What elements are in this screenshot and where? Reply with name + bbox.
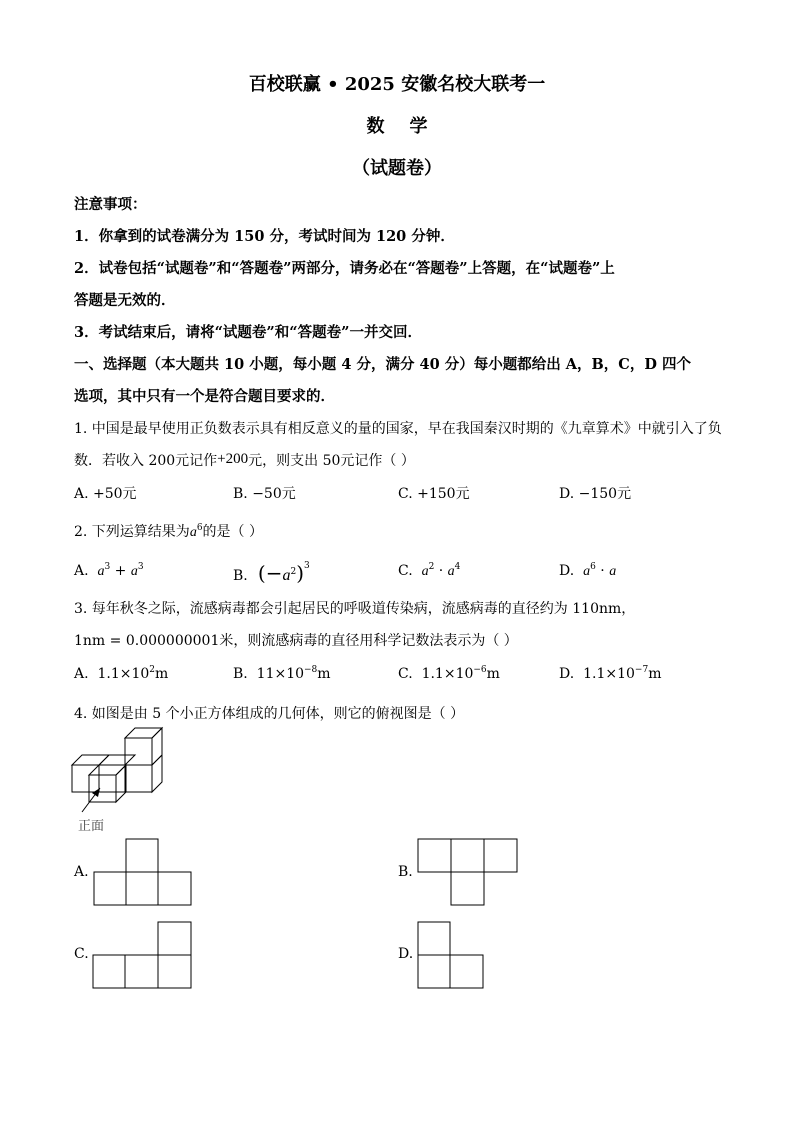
- math-exp: 3: [304, 561, 310, 571]
- cube-front-face: [99, 765, 125, 792]
- q4-option-d-label[interactable]: D.: [398, 946, 414, 962]
- q2-text: 2. 下列运算结果为: [74, 524, 190, 540]
- q3-option-a[interactable]: [74, 666, 168, 682]
- math: 1.1×10: [97, 666, 150, 682]
- q3-option-c[interactable]: [398, 666, 500, 682]
- math-exp: −7: [634, 665, 649, 675]
- math-op: ·: [434, 563, 448, 579]
- math-exp: 4: [454, 562, 461, 572]
- question-4-stem: 4. 如图是由 5 个小正方体组成的几何体，则它的俯视图是（ ）: [74, 706, 465, 722]
- math: 1.1×10: [421, 666, 474, 682]
- q2-option-d[interactable]: [559, 563, 616, 580]
- q4-option-a-figure[interactable]: [93, 838, 193, 906]
- math: 11×10: [256, 666, 305, 682]
- math: a: [97, 564, 105, 579]
- question-2-stem: [74, 521, 263, 541]
- cube-side-face: [152, 755, 162, 792]
- notes-heading: 注意事项：: [74, 196, 147, 213]
- option-label: C.: [398, 563, 413, 579]
- note-item: 1．你拿到的试卷满分为 150 分，考试时间为 120 分钟．: [74, 228, 455, 245]
- q1-option-b[interactable]: B. −50元: [233, 486, 296, 502]
- q2-option-c[interactable]: [398, 563, 460, 580]
- math-unit: m: [648, 666, 662, 682]
- option-label: D.: [559, 666, 575, 682]
- note-item: 3．考试结束后，请将“试题卷”和“答题卷”一并交回．: [74, 324, 422, 341]
- question-3-stem: 3. 每年秋冬之际，流感病毒都会引起居民的呼吸道传染病，流感病毒的直径约为 110nm，: [74, 601, 636, 617]
- question-1-stem: 1. 中国是最早使用正负数表示具有相反意义的量的国家，早在我国秦汉时期的《九章算术》中就引入了负: [74, 421, 722, 437]
- math-exp: −6: [473, 665, 487, 675]
- math-paren: (−: [257, 561, 283, 585]
- note-item: 2．试卷包括“试题卷”和“答题卷”两部分，请务必在“答题卷”上答题，在“试题卷”上: [74, 260, 615, 277]
- q2-math-base: a: [189, 525, 197, 540]
- math-exp: 2: [428, 562, 435, 572]
- math-exp: 3: [137, 562, 144, 572]
- solid-figure: [70, 726, 170, 806]
- q1-option-a[interactable]: A. +50元: [74, 486, 137, 502]
- section-heading-cont: 选项，其中只有一个是符合题目要求的．: [74, 388, 335, 405]
- cube-top-face: [99, 755, 135, 765]
- math-unit: m: [317, 666, 331, 682]
- math: a: [421, 564, 429, 579]
- note-item: 答题是无效的．: [74, 292, 176, 309]
- math: a: [583, 564, 591, 579]
- question-1-stem-cont: [74, 450, 415, 470]
- math-unit: m: [155, 666, 169, 682]
- paper-type: （试题卷）: [352, 158, 442, 179]
- math: a: [130, 564, 138, 579]
- q4-option-d-figure[interactable]: [417, 921, 487, 989]
- option-label: B.: [233, 568, 248, 584]
- q2-text: 的是（ ）: [202, 524, 263, 540]
- option-label: A.: [74, 666, 89, 682]
- math: 1.1×10: [583, 666, 635, 682]
- math-paren: ): [296, 561, 305, 585]
- math-unit: m: [486, 666, 500, 682]
- math-op: +: [110, 563, 131, 579]
- math-exp: 3: [104, 562, 111, 572]
- q2-option-b[interactable]: [233, 561, 310, 585]
- q4-option-c-label[interactable]: C.: [74, 946, 89, 962]
- math-op: ·: [595, 563, 610, 579]
- q1-math: +200: [217, 451, 249, 467]
- math: a: [609, 564, 617, 579]
- math-exp: 6: [590, 562, 596, 572]
- q1-option-c[interactable]: C. +150元: [398, 486, 470, 502]
- math-exp: 2: [290, 567, 297, 577]
- q4-option-b-figure[interactable]: [417, 838, 519, 906]
- q4-option-a-label[interactable]: A.: [74, 864, 89, 880]
- q1-text: 数．若收入 200元记作: [74, 453, 218, 469]
- option-label: D.: [559, 563, 575, 579]
- option-label: A.: [74, 563, 89, 579]
- q1-text: 元，则支出 50元记作（ ）: [248, 453, 415, 469]
- option-label: C.: [398, 666, 413, 682]
- math-exp: 2: [149, 665, 156, 675]
- math-exp: −8: [304, 665, 318, 675]
- q2-math-exp: 6: [196, 523, 203, 533]
- cube-front-face: [125, 765, 152, 792]
- math: a: [282, 567, 291, 584]
- exam-title: 百校联赢 • 2025 安徽名校大联考一: [248, 74, 546, 95]
- section-heading: 一、选择题（本大题共 10 小题，每小题 4 分，满分 40 分）每小题都给出 A，B，C，D 四个: [74, 356, 691, 373]
- q4-option-b-label[interactable]: B.: [398, 864, 413, 880]
- q3-option-d[interactable]: [559, 666, 661, 682]
- q2-option-a[interactable]: [74, 563, 144, 580]
- q3-option-b[interactable]: [233, 666, 331, 682]
- subject-title: 数 学: [366, 116, 428, 137]
- option-label: B.: [233, 666, 248, 682]
- arrow-head-icon: [92, 788, 100, 797]
- question-3-stem-cont: 1nm = 0.000000001米，则流感病毒的直径用科学记数法表示为（ ）: [74, 633, 518, 649]
- front-label: 正面: [78, 819, 105, 834]
- q1-option-d[interactable]: D. −150元: [559, 486, 632, 502]
- q4-option-c-figure[interactable]: [92, 921, 194, 989]
- math: a: [447, 564, 455, 579]
